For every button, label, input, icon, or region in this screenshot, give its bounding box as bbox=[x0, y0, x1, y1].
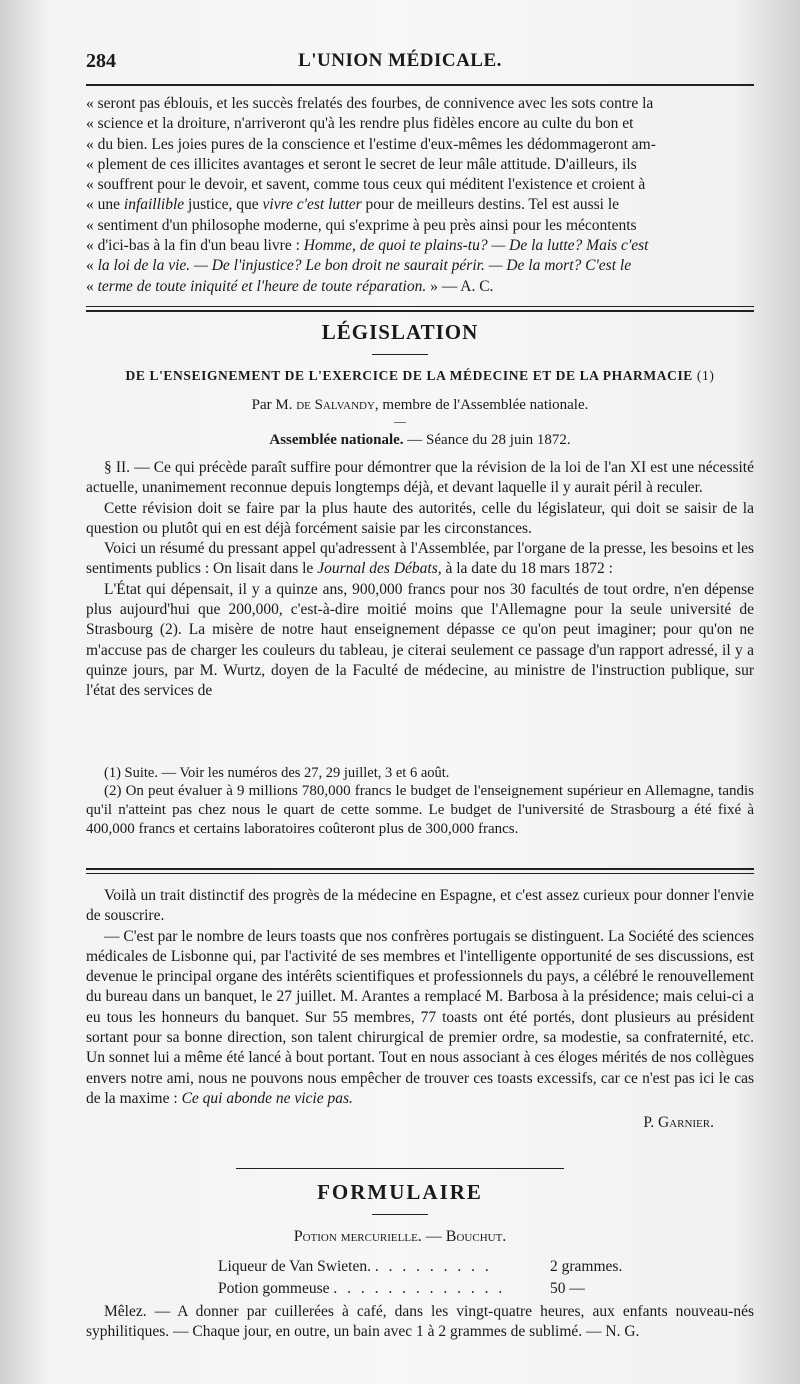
session-date: — Séance du 28 juin 1872. bbox=[403, 432, 571, 448]
byline-text: Par M. bbox=[251, 397, 297, 413]
formulaire-heading: FORMULAIRE bbox=[317, 1180, 483, 1204]
paragraph-text: — C'est par le nombre de leurs toasts que nos confrères portugais se distinguent. La Société des sciences médicales de Lisbonne qui, par l'activité de ses membres et l'intelligente opportunité de ses discussions, est devenue le principal organe des intérêts scientifiques et professionnels du pays, a célébré le renouvellement du bureau dans un banquet, le 27 juillet. M. Arantes a remplacé M. Barbosa à la présidence; mais celui-ci a eu tous les honneurs du banquet. Sur 55 membres, 77 toasts ont été portés, dont plusieurs au président sortant pour sa bonne direction, son talent chirurgical de premier ordre, sa modestie, sa confraternité, etc. Un sonnet lui a même été lancé à bout portant. Tout en nous associant à ces éloges mérités de nos collègues envers notre ami, nous ne pouvons nous empêcher de trouver ces toasts excessifs, car ce n'est pas ici le cas de la maxime : bbox=[86, 927, 754, 1107]
quote-text: « bbox=[86, 257, 98, 275]
ingredient-row bbox=[218, 1258, 698, 1276]
quote-italic: infaillible bbox=[123, 196, 185, 214]
journal-title: L'UNION MÉDICALE. bbox=[298, 50, 502, 71]
legislation-body bbox=[86, 458, 754, 702]
page-number: 284 bbox=[86, 50, 116, 72]
section-double-rule bbox=[86, 873, 754, 874]
quote-text: pour de meilleurs destins. Tel est aussi le bbox=[361, 196, 620, 214]
news-paragraph-2 bbox=[86, 927, 754, 1110]
footnote-2: (2) On peut évaluer à 9 millions 780,000 francs le budget de l'enseignement supérieur en Allemagne, tandis qu'il n'atteint pas chez nous le quart de cette somme. Le budget de l'université de Strasbourg a été fixé à 400,000 francs et certains laboratoires coûteront plus de 300,000 francs. bbox=[86, 783, 754, 837]
quote-line-8 bbox=[86, 236, 754, 256]
footnote-1: (1) Suite. — Voir les numéros des 27, 29 juillet, 3 et 6 août. bbox=[104, 765, 450, 781]
paragraph-text: à la date du 18 mars 1872 : bbox=[441, 560, 613, 578]
maxim: Ce qui abonde ne vicie pas. bbox=[181, 1089, 353, 1107]
quote-line-3: « du bien. Les joies pures de la conscience et l'estime d'eux-mêmes les dédommageront am- bbox=[86, 135, 656, 153]
quote-line-7: « sentiment d'un philosophe moderne, qui s'exprime à peu près ainsi pour les mécontents bbox=[86, 216, 637, 234]
legislation-subtitle bbox=[86, 368, 754, 384]
byline-dash: — bbox=[394, 414, 406, 428]
header-rule bbox=[86, 84, 754, 86]
byline-text: , membre de l'Assemblée nationale. bbox=[374, 397, 589, 413]
paragraph-text: Voici un résumé du pressant appel qu'adressent à l'Assemblée, par l'organe de la presse, les besoins et les sentiments publics : On lisait dans le bbox=[86, 540, 754, 578]
quote-line-4: « plement de ces illicites avantages et seront le secret de leur mâle attitude. D'ailleurs, ils bbox=[86, 155, 637, 173]
legislation-byline bbox=[86, 397, 754, 414]
quote-line-9 bbox=[86, 256, 754, 276]
legislation-paragraph-4: L'État qui dépensait, il y a quinze ans, 900,000 francs pour nos 30 facultés de tout ordre, n'en dépense plus aujourd'hui que 200,000, c'est-à-dire moitié moins que l'Allemagne pour la seule université de Strasbourg (2). La misère de notre haut enseignement dépasse ce qu'on peut imaginer; pour qu'on ne m'accuse pas de charger les couleurs du tableau, je citerai seulement ce passage d'un rapport adressé, il y a quinze jours, par M. Wurtz, doyen de la Faculté de médecine, au ministre de l'instruction publique, sur l'état des services de bbox=[86, 580, 754, 700]
quote-italic: vivre c'est lutter bbox=[262, 196, 362, 214]
ingredient-quantity: 50 — bbox=[550, 1280, 585, 1297]
heading-underline bbox=[372, 1214, 428, 1215]
quote-line-2: « science et la droiture, n'arriveront qu'à les rendre plus fidèles encore au culte du bon et bbox=[86, 115, 634, 133]
quote-text: « d'ici-bas à la fin d'un beau livre : bbox=[86, 237, 304, 255]
quote-line-5: « souffrent pour le devoir, et savent, comme tous ceux qui méditent l'existence et croient à bbox=[86, 176, 646, 194]
news-body bbox=[86, 886, 754, 1134]
signature-text: P. Garnier. bbox=[643, 1114, 714, 1132]
recipe-title bbox=[0, 1228, 800, 1246]
legislation-heading: LÉGISLATION bbox=[321, 320, 479, 344]
ingredient-row bbox=[218, 1280, 698, 1298]
quote-line-1: « seront pas éblouis, et les succès frelatés des fourbes, de connivence avec les sots contre la bbox=[86, 95, 654, 112]
recipe-title-text: Potion mercurielle. — Bouchut. bbox=[293, 1228, 507, 1245]
legislation-paragraph-1: § II. — Ce qui précède paraît suffire pour démontrer que la révision de la loi de l'an XI est une nécessité actuelle, unanimement reconnue depuis longtemps déjà, et devant laquelle il y aurait péril à reculer. bbox=[86, 459, 754, 497]
news-signature bbox=[86, 1113, 754, 1133]
quote-line-10 bbox=[86, 277, 754, 297]
section-double-rule bbox=[86, 306, 754, 307]
footnote-mark: (1) bbox=[696, 368, 715, 383]
ingredient-name: Liqueur de Van Swieten. bbox=[218, 1258, 371, 1275]
section-double-rule bbox=[86, 310, 754, 312]
session-title: Assemblée nationale. bbox=[269, 432, 404, 448]
quote-text: « une bbox=[86, 196, 124, 214]
quote-text: « bbox=[86, 277, 98, 295]
quote-text: justice, que bbox=[184, 196, 263, 214]
journal-name: Journal des Débats, bbox=[317, 560, 442, 578]
ingredient-quantity: 2 grammes. bbox=[550, 1258, 623, 1275]
section-double-rule bbox=[86, 868, 754, 870]
session-line bbox=[86, 432, 754, 449]
ingredient-name: Potion gommeuse bbox=[218, 1280, 330, 1297]
legislation-paragraph-3 bbox=[86, 539, 754, 580]
dot-leader: . . . . . . . . . bbox=[374, 1258, 492, 1275]
recipe-instructions-block bbox=[86, 1302, 754, 1343]
quote-signature: » — A. C. bbox=[426, 277, 494, 295]
author-name: de Salvandy bbox=[296, 397, 375, 413]
subtitle-text: DE L'ENSEIGNEMENT DE L'EXERCICE DE LA MÉDECINE ET DE LA PHARMACIE bbox=[125, 368, 693, 383]
quote-italic: Homme, de quoi te plains-tu? — De la lutte? Mais c'est bbox=[303, 237, 649, 255]
quote-italic: la loi de la vie. — De l'injustice? Le bon droit ne saurait périr. — De la mort? C'est le bbox=[97, 257, 632, 275]
dot-leader: . . . . . . . . . . . . . bbox=[333, 1280, 506, 1297]
quote-italic: terme de toute iniquité et l'heure de toute réparation. bbox=[97, 277, 427, 295]
legislation-paragraph-2: Cette révision doit se faire par la plus haute des autorités, celle du législateur, qui doit se saisir de la question ou plutôt qui en est déjà forcément saisie par les circonstances. bbox=[86, 499, 754, 537]
heading-underline bbox=[372, 354, 428, 355]
quote-line-6 bbox=[86, 195, 754, 215]
news-paragraph-1: Voilà un trait distinctif des progrès de la médecine en Espagne, et c'est assez curieux pour donner l'envie de souscrire. bbox=[86, 887, 754, 925]
recipe-instructions: Mêlez. — A donner par cuillerées à café, dans les vingt-quatre heures, aux enfants nouveau-nés syphilitiques. — Chaque jour, en outre, un bain avec 1 à 2 grammes de sublimé. — N. G. bbox=[86, 1303, 754, 1341]
short-rule bbox=[236, 1168, 564, 1169]
footnotes bbox=[86, 764, 754, 839]
quote-block bbox=[86, 94, 754, 297]
